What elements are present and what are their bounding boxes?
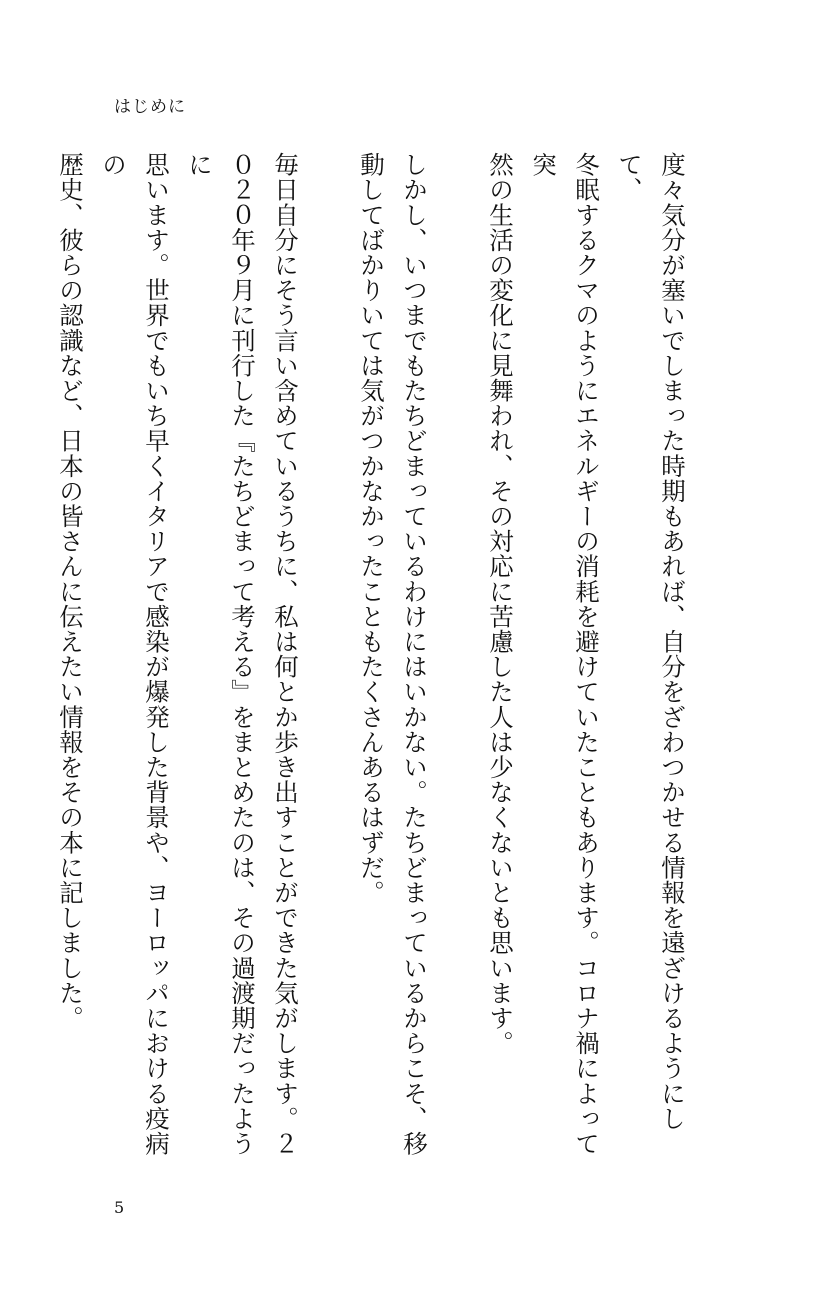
paragraph-3: 毎日自分にそう言い含めているうちに、私は何とか歩き出すことができた気がします。２ ０２０年９月に刊行した『たちどまって考える』をまとめたのは、その過渡期だったように 思います。世界でもいち早くイタリアで感染が爆発した背景や、ヨーロッパにおける疫病の 歴史、彼らの認識など、日本の皆さんに伝えたい情報をその本に記しました。: [56, 152, 300, 1156]
paragraph-gap: [436, 152, 479, 1172]
paragraph-gap: [6, 152, 49, 1172]
vertical-body-text: [0, 152, 694, 1172]
page-number: 5: [114, 1198, 125, 1217]
paragraph-2: しかし、いつまでもたちどまっているわけにはいかない。たちどまっているからこそ、移 動してばかりいては気がつかなかったこともたくさんあるはずだ。: [357, 152, 429, 1156]
paragraph-1: 度々気分が塞いでしまった時期もあれば、自分をざわつかせる情報を遠ざけるようにして、 冬眠するクマのようにエネルギーの消耗を避けていたこともあります。コロナ禍によって突 然の生活の変化に見舞われ、その対応に苦慮した人は少なくないとも思います。: [486, 152, 687, 1156]
paragraph-4: [0, 152, 6, 1172]
paragraph-gap: [307, 152, 350, 1172]
running-head-title: はじめに: [114, 97, 186, 117]
